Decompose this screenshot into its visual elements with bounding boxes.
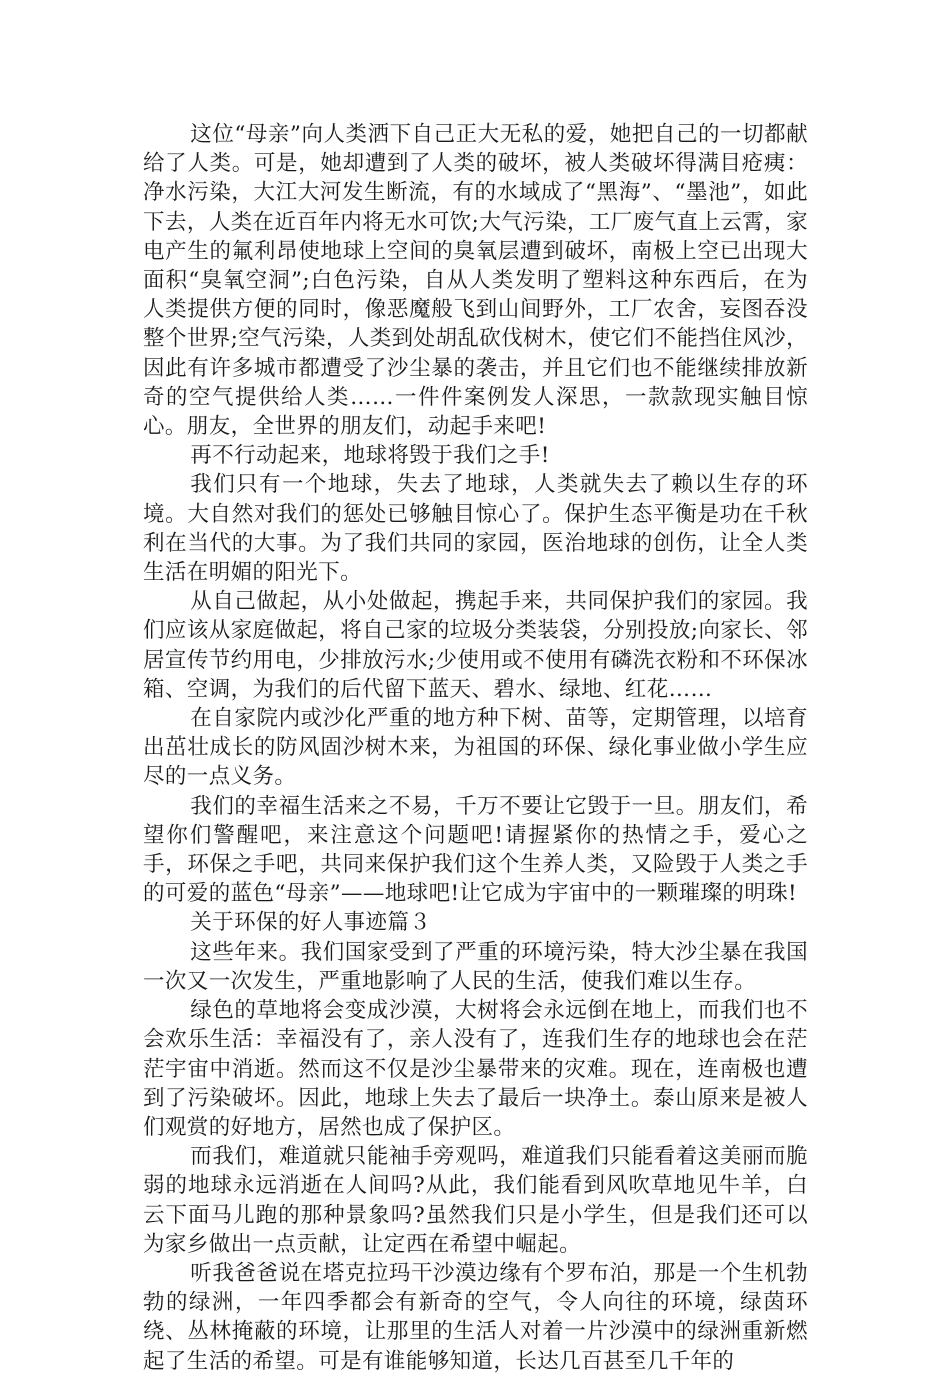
paragraph-mother-earth: 这位“母亲”向人类洒下自己正大无私的爱，她把自己的一切都献给了人类。可是，她却遭到了人类的破坏，被人类破坏得满目疮痍：净水污染，大江大河发生断流，有的水域成了“黑海”、“墨池”，如此下去，人类在近百年内将无水可饮;大气污染，工厂废气直上云霄，家电产生的氟利昂使地球上空间的臭氧层遭到破坏，南极上空已出现大面积“臭氧空洞”;白色污染，自从人类发明了塑料这种东西后，在为人类提供方便的同时，像恶魔般飞到山间野外，工厂农舍，妄图吞没整个世界;空气污染，人类到处胡乱砍伐树木，使它们不能挡住风沙，因此有许多城市都遭受了沙尘暴的袭击，并且它们也不能继续排放新奇的空气提供给人类……一件件案例发人深思，一款款现实触目惊心。朋友，全世界的朋友们，动起手来吧! [143, 122, 808, 440]
paragraph-plant-trees: 在自家院内或沙化严重的地方种下树、苗等，定期管理，以培育出茁壮成长的防风固沙树木来，为祖国的环保、绿化事业做小学生应尽的一点义务。 [143, 706, 808, 790]
paragraph-one-earth: 我们只有一个地球，失去了地球，人类就失去了赖以生存的环境。大自然对我们的惩处已够触目惊心了。保护生态平衡是功在千秋利在当代的大事。为了我们共同的家园，医治地球的创伤，让全人类生活在明媚的阳光下。 [143, 472, 808, 586]
paragraph-recent-years: 这些年来。我们国家受到了严重的环境污染，特大沙尘暴在我国一次又一次发生，严重地影响了人民的生活，使我们难以生存。 [143, 939, 808, 994]
paragraph-stand-by: 而我们，难道就只能袖手旁观吗，难道我们只能看着这美丽而脆弱的地球永远消逝在人间吗?从此，我们能看到风吹草地见牛羊，白云下面马儿跑的那种景象吗?虽然我们只是小学生，但是我们还可以为家乡做出一点贡献，让定西在希望中崛起。 [143, 1144, 808, 1257]
paragraph-grassland-desert: 绿色的草地将会变成沙漠，大树将会永远倒在地上，而我们也不会欢乐生活：幸福没有了，亲人没有了，连我们生存的地球也会在茫茫宇宙中消逝。然而这不仅是沙尘暴带来的灾难。现在，连南极也遭到了污染破坏。因此，地球上失去了最后一块净土。泰山原来是被人们观赏的好地方，居然也成了保护区。 [143, 998, 808, 1140]
paragraph-happy-life: 我们的幸福生活来之不易，千万不要让它毁于一旦。朋友们，希望你们警醒吧，来注意这个问题吧!请握紧你的热情之手，爱心之手，环保之手吧，共同来保护我们这个生养人类，又险毁于人类之手的可爱的蓝色“母亲”——地球吧!让它成为宇宙中的一颗璀璨的明珠! [143, 793, 808, 907]
section-heading-part-3: 关于环保的好人事迹篇３ [190, 910, 432, 936]
paragraph-start-with-self: 从自己做起，从小处做起，携起手来，共同保护我们的家园。我们应该从家庭做起，将自己家的垃圾分类装袋，分别投放;向家长、邻居宣传节约用电，少排放污水;少使用或不使用有磷洗衣粉和不环保冰箱、空调，为我们的后代留下蓝天、碧水、绿地、红花…… [143, 589, 808, 702]
paragraph-act-now: 再不行动起来，地球将毁于我们之手! [190, 443, 550, 469]
document-page [143, 120, 808, 1376]
paragraph-lop-nur: 听我爸爸说在塔克拉玛干沙漠边缘有个罗布泊，那是一个生机勃勃的绿洲，一年四季都会有新奇的空气，令人向往的环境，绿茵环绕、丛林掩蔽的环境，让那里的生活人对着一片沙漠中的绿洲重新燃起了生活的希望。可是有谁能够知道，长达几百甚至几千年的 [143, 1260, 808, 1374]
